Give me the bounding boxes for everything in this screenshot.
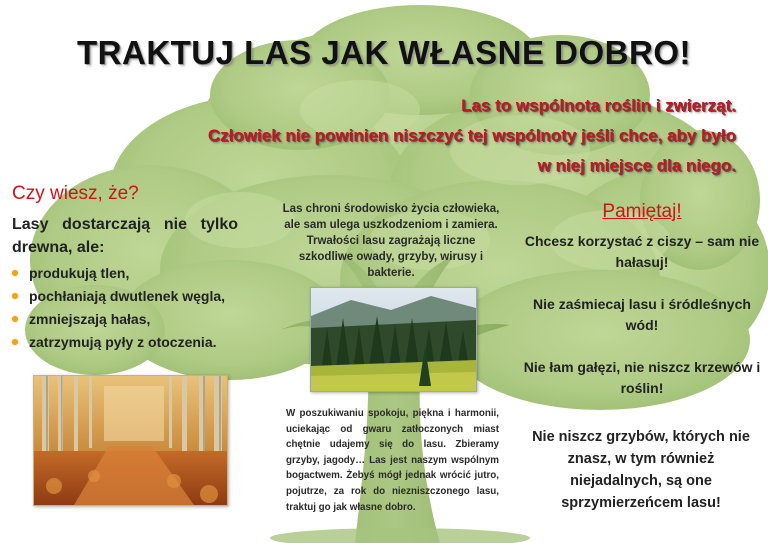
autumn-forest-photo — [33, 375, 228, 506]
remember-heading: Pamiętaj! — [602, 201, 682, 222]
intro-line-3: w niej miejsce dla niego. — [537, 156, 736, 175]
forest-value-text: W poszukiwaniu spokoju, piękna i harmonii, uciekając od gwaru zatłoczonych miast chętnie udajemy się do lasu. Zbieramy grzyby, jagody… Las jest naszym wspólnym bogactwem. Żebyś mógł jednak wrócić jutro, pojutrze, za rok do niezniszczonego lasu, traktuj go jak własne dobro. — [286, 408, 499, 513]
did-you-know-lead: Lasy dostarczają nie tylko drewna, ale: — [12, 216, 238, 256]
bullet-icon — [12, 293, 18, 299]
rule-no-litter: Nie zaśmiecaj lasu i śródleśnych wód! — [533, 296, 751, 333]
forest-protects-text: Las chroni środowisko życia człowieka, ale sam ulega uszkodzeniom i zamiera. Trwałości lasu zagrażają liczne szkodliwe owady, grzyby, wirusy i bakterie. — [282, 203, 500, 279]
fact-text: pochłaniają dwutlenek węgla, — [29, 288, 226, 304]
poster-title: TRAKTUJ LAS JAK WŁASNE DOBRO! — [77, 34, 691, 71]
fact-text: zmniejszają hałas, — [29, 311, 151, 327]
fact-item — [12, 308, 225, 331]
fact-item — [12, 331, 225, 354]
mountain-forest-photo — [310, 287, 477, 392]
fact-item — [12, 285, 225, 308]
intro-line-1: Las to wspólnota roślin i zwierząt. — [461, 96, 736, 115]
fact-text: zatrzymują pyły z otoczenia. — [29, 334, 217, 350]
fact-text: produkują tlen, — [29, 265, 130, 281]
bullet-icon — [12, 270, 18, 276]
bullet-icon — [12, 316, 18, 322]
rule-no-breaking: Nie łam gałęzi, nie niszcz krzewów i roślin! — [523, 359, 761, 396]
fact-item — [12, 262, 225, 285]
rule-no-destroying-mushrooms: Nie niszcz grzybów, których nie znasz, w tym również niejadalnych, są one sprzymierzeńcem lasu! — [532, 429, 750, 511]
facts-list — [12, 262, 225, 354]
bullet-icon — [12, 339, 18, 345]
did-you-know-heading: Czy wiesz, że? — [12, 183, 139, 204]
rule-no-noise: Chcesz korzystać z ciszy – sam nie hałasuj! — [524, 233, 760, 270]
intro-line-2: Człowiek nie powinien niszczyć tej wspólnoty jeśli chce, aby było — [207, 126, 736, 145]
